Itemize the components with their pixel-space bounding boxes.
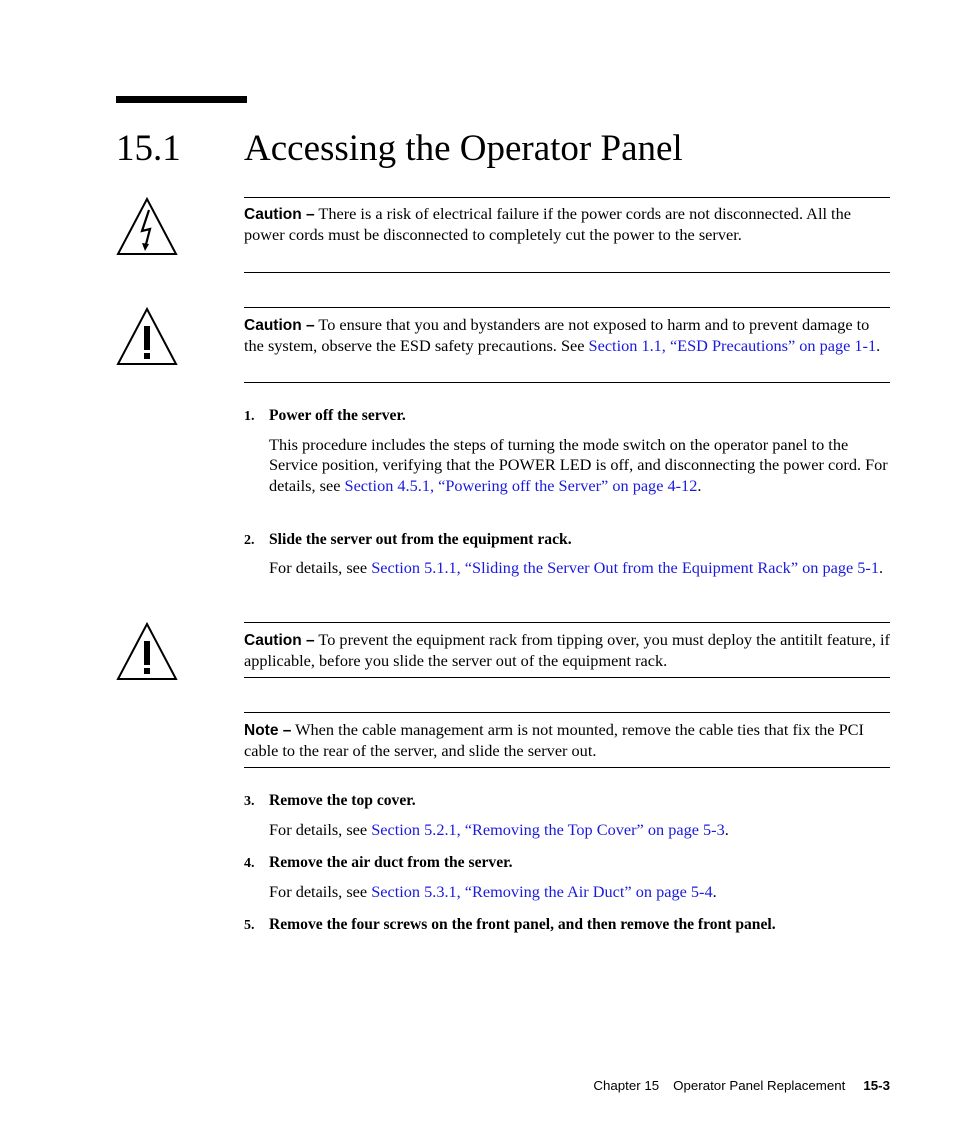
electrical-hazard-icon [116,197,178,255]
caution-label: Caution – [244,632,315,649]
xref-link-sliding-server[interactable]: Section 5.1.1, “Sliding the Server Out from the Equipment Rack” on page 5-1 [371,558,879,577]
xref-link-top-cover[interactable]: Section 5.2.1, “Removing the Top Cover” on page 5-3 [371,820,725,839]
section-rule [116,96,247,103]
note-label: Note – [244,722,292,739]
footer-chapter: Chapter 15 [593,1078,660,1093]
caution-label: Caution – [244,317,315,334]
step-title: Remove the top cover. [269,792,416,809]
step-1: 1. Power off the server. [244,407,406,424]
step-title: Slide the server out from the equipment rack. [269,531,572,548]
step-5: 5. Remove the four screws on the front panel, and then remove the front panel. [244,916,776,933]
step-3-body: For details, see Section 5.2.1, “Removing the Top Cover” on page 5-3. [269,820,729,839]
step-title: Remove the air duct from the server. [269,854,513,871]
caution-notice-electrical [244,197,890,273]
footer-title: Operator Panel Replacement [673,1078,846,1093]
xref-link-esd-precautions[interactable]: Section 1.1, “ESD Precautions” on page 1-1 [588,336,877,356]
note-text: When the cable management arm is not mounted, remove the cable ties that fix the PCI cable to the rear of the server, and slide the server out. [244,720,864,761]
step-1-body: This procedure includes the steps of turning the mode switch on the operator panel to the Service position, verifying that the POWER LED is off, and disconnecting the power cord. For details, see Section 4.5.1, “Powering off the Server” on page 4-12. [269,435,888,495]
page-footer [593,1078,890,1093]
step-title: Power off the server. [269,407,406,424]
xref-link-air-duct[interactable]: Section 5.3.1, “Removing the Air Duct” on page 5-4 [371,882,713,901]
caution-notice-rack-tipping [244,622,890,678]
caution-text: To prevent the equipment rack from tipping over, you must deploy the antitilt feature, if applicable, before you slide the server out of the equipment rack. [244,630,890,671]
section-title: Accessing the Operator Panel [244,128,683,169]
caution-notice-esd: Caution – To ensure that you and bystanders are not exposed to harm and to prevent damage to the system, observe the ESD safety precautions. See Section 1.1, “ESD Precautions” on page 1-1. [244,307,890,383]
note-cable-ties [244,712,890,768]
step-3: 3. Remove the top cover. [244,792,416,809]
page-number: 15-3 [863,1078,890,1093]
step-2-body: For details, see Section 5.1.1, “Sliding the Server Out from the Equipment Rack” on page 5-1. [269,558,884,577]
caution-text: To ensure that you and bystanders are not exposed to harm and to prevent damage to the system, observe the ESD safety precautions. See [244,315,870,356]
caution-text: There is a risk of electrical failure if the power cords are not disconnected. All the power cords must be disconnected to completely cut the power to the server. [244,204,851,245]
section-number: 15.1 [116,128,181,169]
caution-exclamation-icon [116,622,178,680]
caution-exclamation-icon [116,307,178,365]
step-4-body: For details, see Section 5.3.1, “Removing the Air Duct” on page 5-4. [269,882,717,901]
xref-link-powering-off[interactable]: Section 4.5.1, “Powering off the Server” on page 4-12 [344,475,698,495]
step-2: 2. Slide the server out from the equipment rack. [244,531,572,548]
caution-label: Caution – [244,206,315,223]
step-title: Remove the four screws on the front panel, and then remove the front panel. [269,916,776,933]
step-4: 4. Remove the air duct from the server. [244,854,513,871]
